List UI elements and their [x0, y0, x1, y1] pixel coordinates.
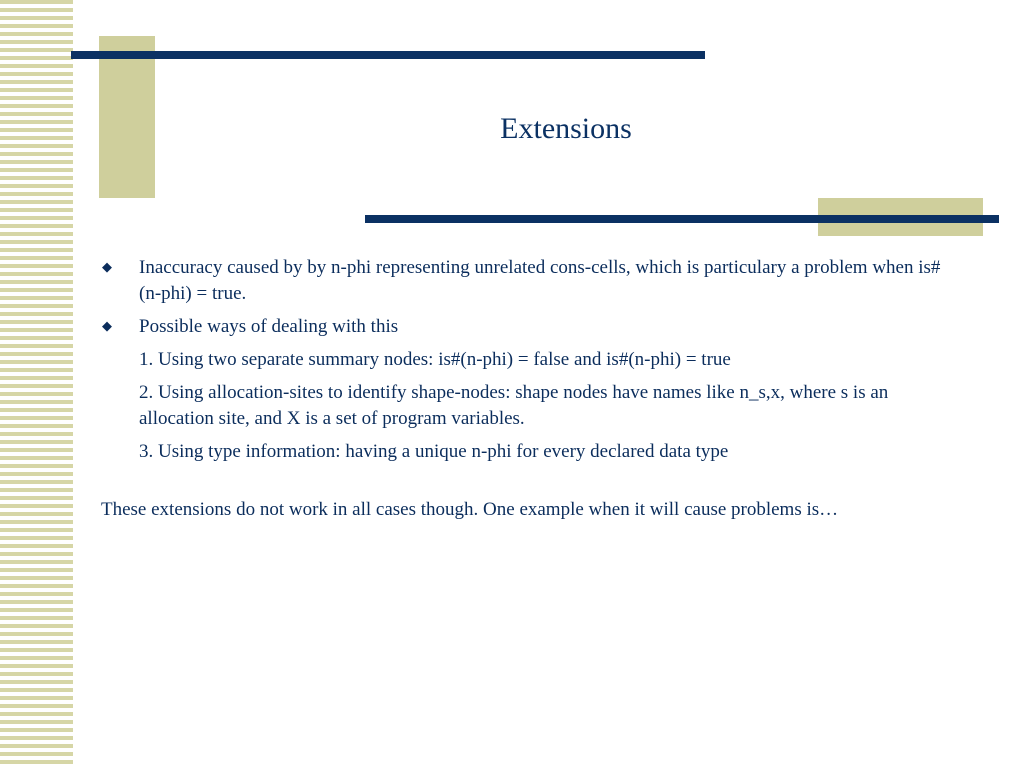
navy-rule-bottom — [365, 215, 999, 223]
bullet-text: Possible ways of dealing with this — [139, 316, 399, 337]
closing-paragraph: These extensions do not work in all cases though. One example when it will cause problems is… — [101, 499, 839, 520]
bullet-item — [101, 255, 961, 307]
slide-body — [101, 255, 961, 523]
option-item: 2. Using allocation-sites to identify shape-nodes: shape nodes have names like n_s,x, where s is an allocation site, and X is a set of program variables. — [139, 382, 889, 429]
option-item: 3. Using type information: having a unique n-phi for every declared data type — [139, 441, 729, 462]
slide-title: Extensions — [500, 112, 632, 145]
bullet-item — [101, 314, 961, 340]
diamond-bullet-icon: ◆ — [102, 318, 112, 333]
navy-rule-top — [71, 51, 705, 59]
option-item: 1. Using two separate summary nodes: is#(n-phi) = false and is#(n-phi) = true — [139, 349, 731, 370]
diamond-bullet-icon: ◆ — [102, 259, 112, 274]
bullet-text: Inaccuracy caused by by n-phi representing unrelated cons-cells, which is particulary a problem when is#(n-phi) = true. — [139, 257, 941, 304]
